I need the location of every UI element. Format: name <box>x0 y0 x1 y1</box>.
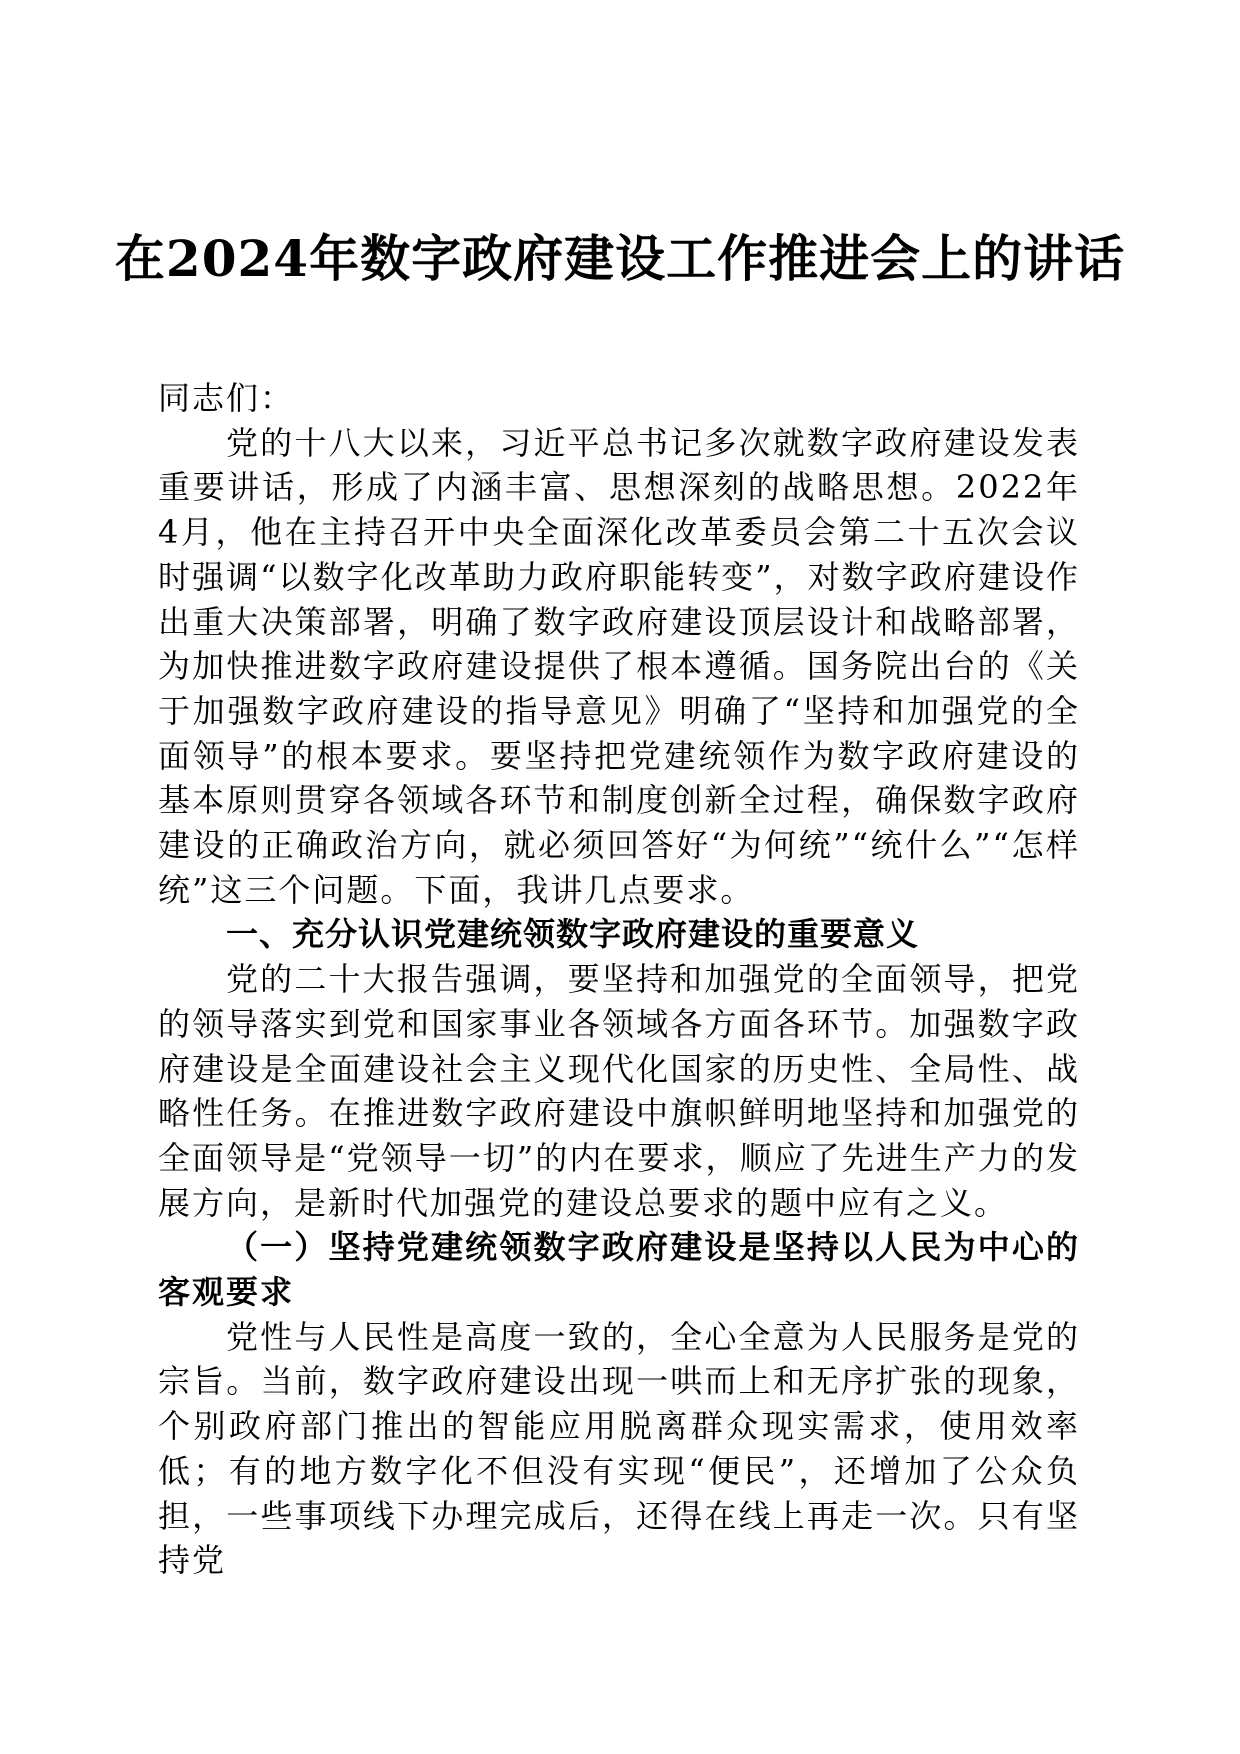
subsection-heading-1: （一）坚持党建统领数字政府建设是坚持以人民为中心的客观要求 <box>158 1228 1080 1312</box>
paragraph-subsection-1: 党性与人民性是高度一致的，全心全意为人民服务是党的宗旨。当前，数字政府建设出现一哄而上和无序扩张的现象，个别政府部门推出的智能应用脱离群众现实需求，使用效率低；有的地方数字化不但没有实现“便民”，还增加了公众负担，一些事项线下办理完成后，还得在线上再走一次。只有坚持党 <box>158 1317 1080 1580</box>
salutation: 同志们： <box>158 379 295 417</box>
paragraph-intro: 党的十八大以来，习近平总书记多次就数字政府建设发表重要讲话，形成了内涵丰富、思想深刻的战略思想。2022年4月，他在主持召开中央全面深化改革委员会第二十五次会议时强调“以数字化改革助力政府职能转变”，对数字政府建设作出重大决策部署，明确了数字政府建设顶层设计和战略部署，为加快推进数字政府建设提供了根本遵循。国务院出台的《关于加强数字政府建设的指导意见》明确了“坚持和加强党的全面领导”的根本要求。要坚持把党建统领作为数字政府建设的基本原则贯穿各领域各环节和制度创新全过程，确保数字政府建设的正确政治方向，就必须回答好“为何统”“统什么”“怎样统”这三个问题。下面，我讲几点要求。 <box>158 423 1080 909</box>
section-heading-1: 一、充分认识党建统领数字政府建设的重要意义 <box>226 915 920 954</box>
paragraph-section-1: 党的二十大报告强调，要坚持和加强党的全面领导，把党的领导落实到党和国家事业各领域各方面各环节。加强数字政府建设是全面建设社会主义现代化国家的历史性、全局性、战略性任务。在推进数字政府建设中旗帜鲜明地坚持和加强党的全面领导是“党领导一切”的内在要求，顺应了先进生产力的发展方向，是新时代加强党的建设总要求的题中应有之义。 <box>158 960 1080 1222</box>
document-body <box>158 376 1080 1583</box>
document-title: 在2024年数字政府建设工作推进会上的讲话 <box>114 229 1126 288</box>
